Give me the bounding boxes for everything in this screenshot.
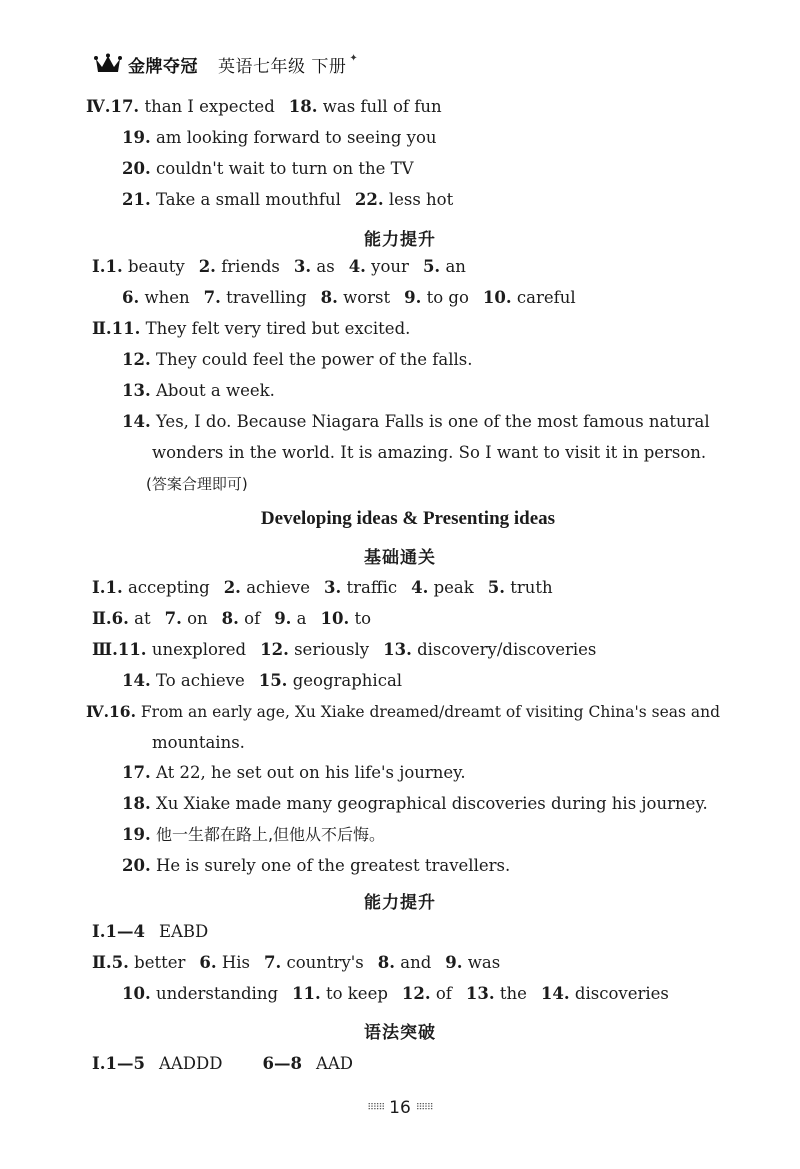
answer-line: 17. At 22, he set out on his life's journey. <box>122 763 466 782</box>
answer-line: Ⅲ.11. unexplored 12. seriously 13. discovery/discoveries <box>92 640 597 659</box>
book-title: 英语七年级 下册 <box>218 56 347 77</box>
answer-line: 14. Yes, I do. Because Niagara Falls is one of the most famous natural <box>122 412 710 431</box>
section-title: 能力提升 <box>364 230 436 250</box>
answer-line: 19. am looking forward to seeing you <box>122 128 437 147</box>
answer-line: Ⅳ.16. From an early age, Xu Xiake dreamed/dreamt of visiting China's seas and <box>86 702 721 721</box>
page-header <box>94 50 358 78</box>
sparkle-icon: ✦ <box>349 52 358 64</box>
answer-line: Ⅰ.1. beauty 2. friends 3. as 4. your 5. an <box>92 257 466 276</box>
answer-line: Ⅱ.5. better 6. His 7. country's 8. and 9. was <box>92 953 501 972</box>
crown-icon <box>94 53 122 75</box>
answer-line: 13. About a week. <box>122 381 275 400</box>
section-title: 能力提升 <box>364 893 436 913</box>
main-section-title: Developing ideas & Presenting ideas <box>260 508 556 529</box>
dots-decoration-icon: ⠿⠿⠿ <box>367 1103 385 1113</box>
section-title: 语法突破 <box>364 1023 436 1043</box>
answer-line: 19. 他一生都在路上,但他从不后悔。 <box>122 825 386 844</box>
answer-line: 14. To achieve 15. geographical <box>122 671 403 690</box>
answer-line: 21. Take a small mouthful 22. less hot <box>122 190 454 209</box>
section-title: 基础通关 <box>364 548 436 568</box>
answer-line: Ⅱ.6. at 7. on 8. of 9. a 10. to <box>92 609 372 628</box>
answer-line: Ⅳ.17. than I expected 18. was full of fun <box>86 97 442 116</box>
page-number: 16 <box>389 1098 411 1118</box>
page-footer <box>0 1098 800 1118</box>
answer-line: mountains. <box>152 733 245 752</box>
answer-line: Ⅰ.1—4 EABD <box>92 922 209 941</box>
answer-note: (答案合理即可) <box>146 475 248 493</box>
answer-line: 20. couldn't wait to turn on the TV <box>122 159 414 178</box>
answer-line: Ⅰ.1—5 AADDD 6—8 AAD <box>92 1054 353 1073</box>
answer-line: Ⅱ.11. They felt very tired but excited. <box>92 319 411 338</box>
answer-line: 20. He is surely one of the greatest travellers. <box>122 856 511 875</box>
dots-decoration-icon: ⠿⠿⠿ <box>415 1103 433 1113</box>
answer-line: 10. understanding 11. to keep 12. of 13. the 14. discoveries <box>122 984 669 1003</box>
answer-line: 12. They could feel the power of the falls. <box>122 350 473 369</box>
answer-line: wonders in the world. It is amazing. So I want to visit it in person. <box>152 443 707 462</box>
answer-line: Ⅰ.1. accepting 2. achieve 3. traffic 4. peak 5. truth <box>92 578 553 597</box>
answer-line: 18. Xu Xiake made many geographical discoveries during his journey. <box>122 794 708 813</box>
answer-line: 6. when 7. travelling 8. worst 9. to go 10. careful <box>122 288 576 307</box>
brand-name: 金牌夺冠 <box>128 56 198 77</box>
